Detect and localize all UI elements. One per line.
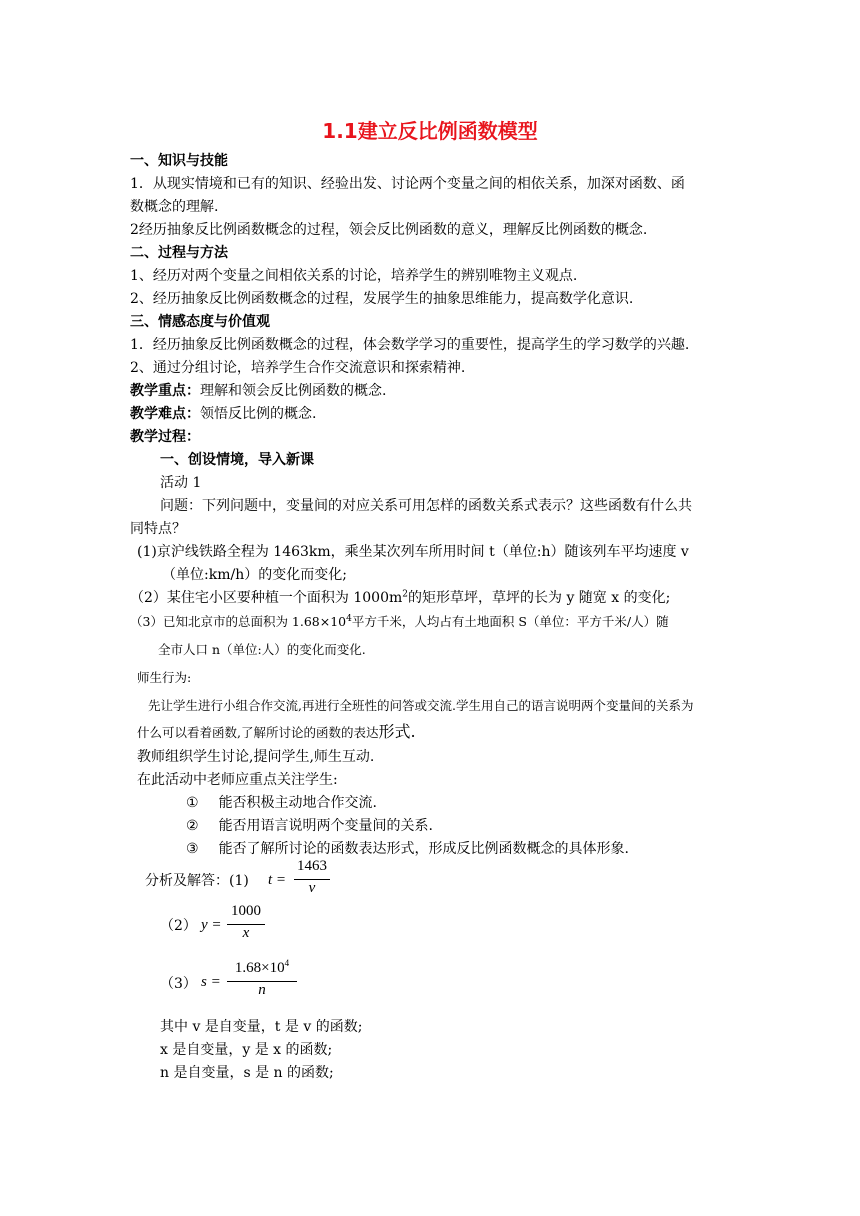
teacher-behavior-label: 师生行为:: [137, 670, 192, 685]
focus-item: ② 能否用语言说明两个变量间的关系.: [186, 818, 434, 834]
activity-label: 活动 1: [160, 475, 202, 491]
paragraph: 2经历抽象反比例函数概念的过程，领会反比例函数的意义，理解反比例函数的概念.: [130, 222, 648, 238]
analysis-label: 分析及解答：(1): [145, 873, 249, 889]
problem-2: （2）某住宅小区要种植一个面积为 $1000m^2$的矩形草坪，草坪的长为 y 随宽 x 的变化;: [130, 589, 671, 606]
conclusion-line: 其中 v 是自变量，t 是 v 的函数;: [160, 1019, 363, 1035]
section-heading-attitude: 三、情感态度与价值观: [130, 314, 270, 330]
difficult-point-label: 教学难点：: [130, 406, 200, 422]
page-title: 1.1建立反比例函数模型: [322, 119, 538, 143]
paragraph: 数概念的理解.: [130, 199, 219, 215]
formula-3-label: （3）: [160, 976, 197, 992]
difficult-point: [130, 405, 316, 423]
formula-2: y = 1000 x: [201, 903, 271, 949]
key-point-label: 教学重点：: [130, 383, 200, 399]
paragraph: 2、经历抽象反比例函数概念的过程，发展学生的抽象思维能力，提高数学化意识.: [130, 291, 634, 307]
part-heading: 一、创设情境，导入新课: [160, 452, 314, 468]
key-point: [130, 382, 386, 400]
paragraph: 2、通过分组讨论，培养学生合作交流意识和探索精神.: [130, 360, 466, 376]
problem-1: (1)京沪线铁路全程为 1463km，乘坐某次列车所用时间 t（单位:h）随该列车平均速度 v: [137, 544, 689, 560]
section-heading-process: 二、过程与方法: [130, 245, 228, 261]
conclusion-line: x 是自变量，y 是 x 的函数;: [160, 1042, 333, 1058]
section-heading-knowledge: 一、知识与技能: [130, 153, 228, 169]
formula-3: s = $1.68\times 10^4$ n: [201, 960, 301, 1006]
focus-item: ① 能否积极主动地合作交流.: [186, 795, 378, 811]
paragraph: 先让学生进行小组合作交流,再进行全班性的问答或交流.学生用自己的语言说明两个变量间的关系为: [148, 698, 694, 713]
question: 问题：下列问题中，变量间的对应关系可用怎样的函数关系式表示？这些函数有什么共: [160, 498, 692, 514]
difficult-point-text: 领悟反比例的概念.: [200, 406, 317, 422]
focus-item: ③ 能否了解所讨论的函数表达形式，形成反比例函数概念的具体形象.: [186, 841, 630, 857]
paragraph: 教师组织学生讨论,提问学生,师生互动.: [137, 749, 375, 765]
question: 同特点？: [130, 521, 186, 537]
paragraph: 在此活动中老师应重点关注学生:: [137, 772, 338, 788]
problem-1-cont: （单位:km/h）的变化而变化;: [162, 567, 347, 583]
problem-3: （3）已知北京市的总面积为 $1.68\times 10^4$平方千米，人均占有土地面积 S（单位：平方千米/人）随: [130, 613, 669, 629]
paragraph: 1．从现实情境和已有的知识、经验出发、讨论两个变量之间的相依关系，加深对函数、函: [130, 176, 685, 192]
key-point-text: 理解和领会反比例函数的概念.: [200, 383, 387, 399]
formula-1: t = 1463 v: [268, 858, 338, 904]
process-label: 教学过程：: [130, 429, 200, 445]
problem-3-cont: 全市人口 n（单位:人）的变化而变化.: [158, 642, 366, 657]
conclusion-line: n 是自变量，s 是 n 的函数;: [160, 1065, 334, 1081]
paragraph: 什么可以看着函数,了解所讨论的函数的表达形式.: [137, 722, 416, 741]
paragraph: 1．经历抽象反比例函数概念的过程，体会数学学习的重要性，提高学生的学习数学的兴趣.: [130, 337, 690, 353]
paragraph: 1、经历对两个变量之间相依关系的讨论，培养学生的辨别唯物主义观点.: [130, 268, 578, 284]
formula-2-label: （2）: [160, 918, 197, 934]
